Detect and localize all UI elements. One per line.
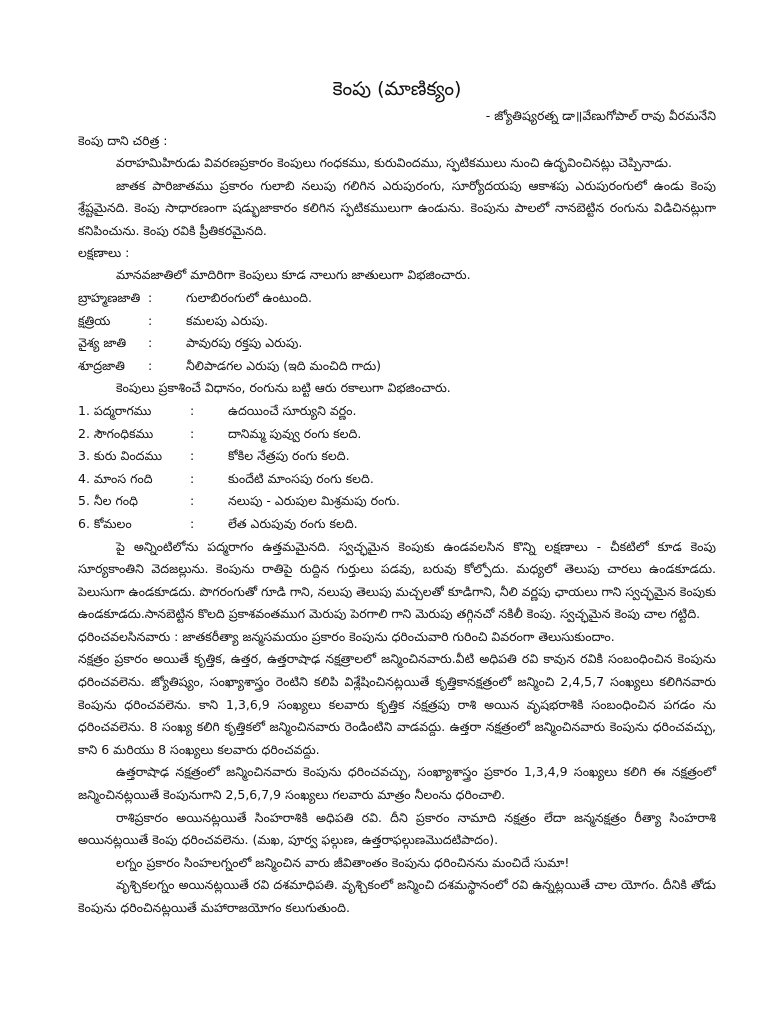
caste-row — [78, 355, 716, 378]
caste-name: బ్రాహ్మణజాతి — [78, 289, 141, 305]
type-row — [78, 423, 716, 446]
colon-separator: : — [148, 357, 153, 373]
body-paragraph: రాశిప్రకారం అయినట్లయితే సింహరాశికి అధిపతి రవి. దీని ప్రకారం నామాది నక్షత్రం లేదా జన్మనక్షత్రం రీత్యా సింహరాశి అయినట్లయితే కెంపు ధరించవలెను. (మఖ, పూర్వ ఫల్గుణ, ఉత్తరాఫల్గుణమొదటిపాదం). — [78, 809, 716, 848]
type-name: 2. సౌగంధికము — [78, 425, 154, 441]
type-name: 6. కోమలం — [78, 515, 132, 531]
caste-row — [78, 287, 716, 310]
caste-desc: గులాబిరంగులో ఉంటుంది. — [186, 289, 312, 305]
caste-desc: పావురపు రక్తపు ఎరుపు. — [186, 335, 303, 351]
caste-list — [78, 287, 716, 377]
history-paragraph: జాతక పారిజాతము ప్రకారం గులాబి నలుపు గలిగిన ఎరుపురంగు, సూర్యోదయపు ఆకాశపు ఎరుపురంగులో ఉండు కెంపు శ్రేష్టమైనది. కెంపు సాధారణంగా షడ్భుజాకారం కలిగిన స్ఫటికములుగా ఉండును. కెంపును పాలలో నానబెట్టిన రంగును విడిచినట్లుగా కనిపించును. కెంపు రవికి ప్రీతికరమైనది. — [78, 177, 716, 238]
colon-separator: : — [148, 289, 153, 305]
body-paragraph: ఉత్తరాషాఢ నక్షత్రంలో జన్మించినవారు కెంపును ధరించవచ్చు, సంఖ్యాశాస్త్రం ప్రకారం 1,3,4,9 సంఖ్యలు కలిగి ఈ నక్షత్రంలో జన్మించినట్లయితే కెంపునుగాని 2,5,6,7,9 సంఖ్యలు గలవారు మాత్రం నీలంను ధరించాలి. — [78, 764, 716, 803]
colon-separator: : — [190, 470, 195, 486]
type-name: 4. మాంస గంది — [78, 470, 153, 486]
type-row — [78, 400, 716, 423]
type-name: 5. నీల గంధి — [78, 493, 138, 509]
features-intro: మానవజాతిలో మాదిరిగా కెంపులు కూడ నాలుగు జాతులుగా విభజించారు. — [116, 267, 471, 283]
colon-separator: : — [190, 402, 195, 418]
history-paragraph: వరాహమిహిరుడు వివరణప్రకారం కెంపులు గంధకము, కురువిందము, స్ఫటికములు నుంచి ఉద్భవించినట్లు చెప్పినాడు. — [116, 155, 672, 170]
ruby-type-list — [78, 400, 716, 536]
type-desc: నలుపు - ఎరుపుల మిశ్రమపు రంగు. — [228, 493, 400, 509]
type-desc: లేత ఎరుపువు రంగు కలది. — [228, 515, 358, 531]
body-paragraph: నక్షత్రం ప్రకారం అయితే కృత్తిక, ఉత్తర, ఉత్తరాషాఢ నక్షత్రాలలో జన్మించినవారు.వీటి అధిపతి రవి కావున రవికి సంబంధించిన కెంపును ధరించవలెను. జ్యోతిష్యం, సంఖ్యాశాస్త్రం రెంటిని కలిపి విశ్లేషించినట్లయితే కృత్తికానక్షత్రంలో జన్మించి 2,4,5,7 సంఖ్యలు కలిగినవారు కెంపును ధరించవలెను. కాని 1,3,6,9 సంఖ్యలు కలవారు కృత్తిక నక్షత్రపు రాశి అయిన వృషభరాశికి సంబంధించిన పగడం ను ధరించవలెను. 8 సంఖ్య కలిగి కృత్తికలో జన్మించినవారు రెండింటిని వాడవద్దు. ఉత్తరా నక్షత్రంలో జన్మించినవారు కెంపును ధరించవచ్చు, కాని 6 మరియు 8 సంఖ్యలు కలవారు ధరించవద్దు. — [78, 651, 716, 757]
type-name: 3. కురు విందము — [78, 448, 163, 464]
features-heading: లక్షణాలు : — [78, 245, 130, 261]
body-paragraph: వృశ్చికలగ్నం అయినట్లయితే రవి దశమాధిపతి. వృశ్చికంలో జన్మించి దశమస్థానంలో రవి ఉన్నట్లయితే చాల యోగం. దీనికి తోడు కెంపును ధరించినట్లయితే మహారాజయోగం కలుగుతుంది. — [78, 877, 716, 915]
type-row — [78, 513, 716, 536]
caste-row — [78, 310, 716, 333]
colon-separator: : — [190, 515, 195, 531]
history-heading: కెంపు దాని చరిత్ర : — [78, 133, 168, 148]
caste-desc: కమలపు ఎరుపు. — [186, 312, 269, 328]
types-intro: కెంపులు ప్రకాశించే విధానం, రంగును బట్టి ఆరు రకాలుగా విభజించారు. — [116, 380, 451, 396]
colon-separator: : — [190, 493, 195, 509]
caste-name: వైశ్య జాతి — [78, 335, 127, 351]
body-paragraphs — [78, 536, 716, 920]
colon-separator: : — [190, 425, 195, 441]
author-line: - జ్యోతిష్యరత్న డా॥వేణుగోపాల్ రావు వీరమనేని — [485, 108, 716, 123]
caste-row — [78, 332, 716, 355]
colon-separator: : — [148, 335, 153, 351]
type-desc: ఉదయించే సూర్యుని వర్ణం. — [228, 402, 357, 418]
page-title: కెంపు (మాణిక్యం) — [332, 78, 462, 100]
body-paragraph: ధరించవలసినవారు : జాతకరీత్యా జన్మసమయం ప్రకారం కెంపును ధరించువారి గురించి వివరంగా తెలుసుకుందాం. — [78, 628, 615, 644]
type-name: 1. పద్మరాగము — [78, 402, 152, 418]
type-row — [78, 468, 716, 491]
caste-name: క్షత్రియ — [78, 312, 111, 328]
body-paragraph: పై అన్నింటిలోను పద్మరాగం ఉత్తమమైనది. స్వచ్ఛమైన కెంపుకు ఉండవలసిన కొన్ని లక్షణాలు - చీకటిలో కూడ కెంపు సూర్యకాంతిని వెదజల్లును. కెంపును రాతిపై రుద్దిన గుర్తులు పడవు, బరువు కోల్పోదు. మధ్యలో తెలుపు చారలు ఉండకూడదు. పెలుసుగా ఉండకూడదు. పొగరంగుతో గూడి గాని, నలుపు తెలుపు మచ్చలతో కూడిగాని, నీలి వర్ణపు ఛాయలు గాని స్వచ్ఛమైన కెంపుకు ఉండకూడదు.సానబెట్టిన కొలది ప్రకాశవంతముగ మెరుపు పెరగాలి గాని మెరుపు తగ్గినచో నకిలీ కెంపు. స్వచ్ఛమైన కెంపు చాల గట్టిది. — [78, 538, 716, 622]
caste-desc: నీలిపాడగల ఎరుపు (ఇది మంచిది గాదు) — [186, 357, 382, 373]
type-row — [78, 445, 716, 468]
type-desc: కోకిల నేత్రపు రంగు కలది. — [228, 448, 350, 464]
type-desc: దానిమ్మ పువ్వు రంగు కలది. — [228, 425, 362, 441]
body-paragraph: లగ్నం ప్రకారం సింహలగ్నంలో జన్మించిన వారు జీవితాంతం కెంపును ధరించినను మంచిదే సుమా! — [116, 854, 570, 870]
caste-name: శూద్రజాతి — [78, 357, 125, 373]
colon-separator: : — [190, 448, 195, 464]
type-desc: కుందేటి మాంసపు రంగు కలది. — [228, 470, 374, 486]
colon-separator: : — [148, 312, 153, 328]
type-row — [78, 490, 716, 513]
